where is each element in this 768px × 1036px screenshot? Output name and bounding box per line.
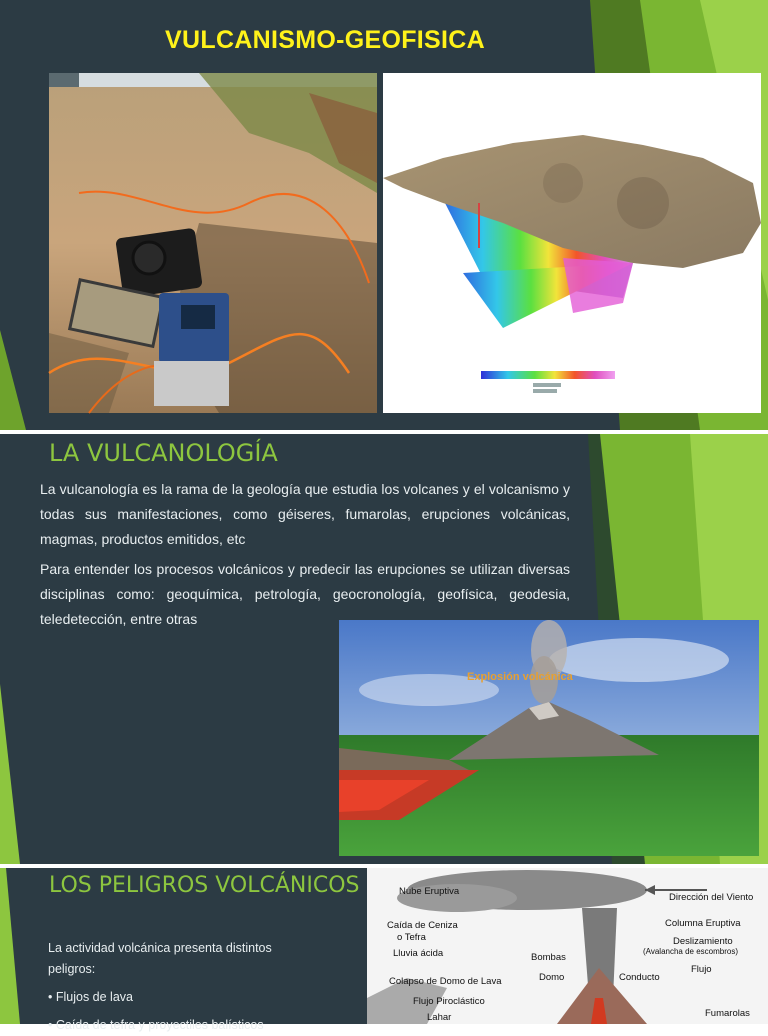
section-title: LOS PELIGROS VOLCÁNICOS <box>49 873 360 898</box>
intro-line-2: peligros: <box>48 962 96 976</box>
slide-peligros-volcanicos <box>0 868 768 1032</box>
label-flujo-piro-2: Flujo Piroclástico <box>413 996 485 1007</box>
label-lluvia: Lluvia ácida <box>393 948 444 959</box>
volcanic-explosion-image <box>339 620 759 856</box>
slide-title: VULCANISMO-GEOFISICA <box>165 26 485 54</box>
section-title: LA VULCANOLOGÍA <box>49 439 278 467</box>
label-colapso: Colapso de Domo de Lava <box>389 976 502 987</box>
volcanic-hazards-diagram <box>367 868 768 1024</box>
intro-line-1: La actividad volcánica presenta distintos <box>48 941 272 955</box>
label-bombas: Bombas <box>531 952 566 963</box>
bullet-tefra: • Caída de tefra y proyectiles balísticos <box>48 1018 264 1032</box>
field-equipment-photo <box>49 73 377 413</box>
label-domo: Domo <box>539 972 565 983</box>
slide-vulcanologia <box>0 434 768 864</box>
label-conducto: Conducto <box>619 972 660 983</box>
bullet-lava: • Flujos de lava <box>48 990 133 1004</box>
geophysical-model-image <box>383 73 761 413</box>
label-tefra: o Tefra <box>397 932 426 943</box>
label-flujo-piro: Flujo <box>691 964 712 975</box>
label-columna: Columna Eruptiva <box>665 918 741 929</box>
slide-vulcanismo-geofisica <box>0 0 768 430</box>
label-fumarolas: Fumarolas <box>705 1008 750 1019</box>
label-viento: Dirección del Viento <box>669 892 754 903</box>
label-nube: Nube Eruptiva <box>399 886 460 897</box>
label-lahar: Lahar <box>427 1012 452 1023</box>
label-ceniza: Caída de Ceniza <box>387 920 458 931</box>
paragraph-definition: La vulcanología es la rama de la geología que estudia los volcanes y el volcanismo y todas sus manifestaciones, como géiseres, fumarolas, erupciones volcánicas, magmas, productos emitidos, etc <box>40 481 570 547</box>
label-deslizamiento: Deslizamiento <box>673 936 733 947</box>
label-avalancha: (Avalancha de escombros) <box>643 947 739 956</box>
explosion-label: Explosión volcánica <box>467 671 573 683</box>
paragraph-disciplines: Para entender los procesos volcánicos y predecir las erupciones se utilizan diversas disciplinas como: geoquímica, petrología, geocronología, geofísica, geodesia, teledetección, entre otras <box>40 561 570 627</box>
